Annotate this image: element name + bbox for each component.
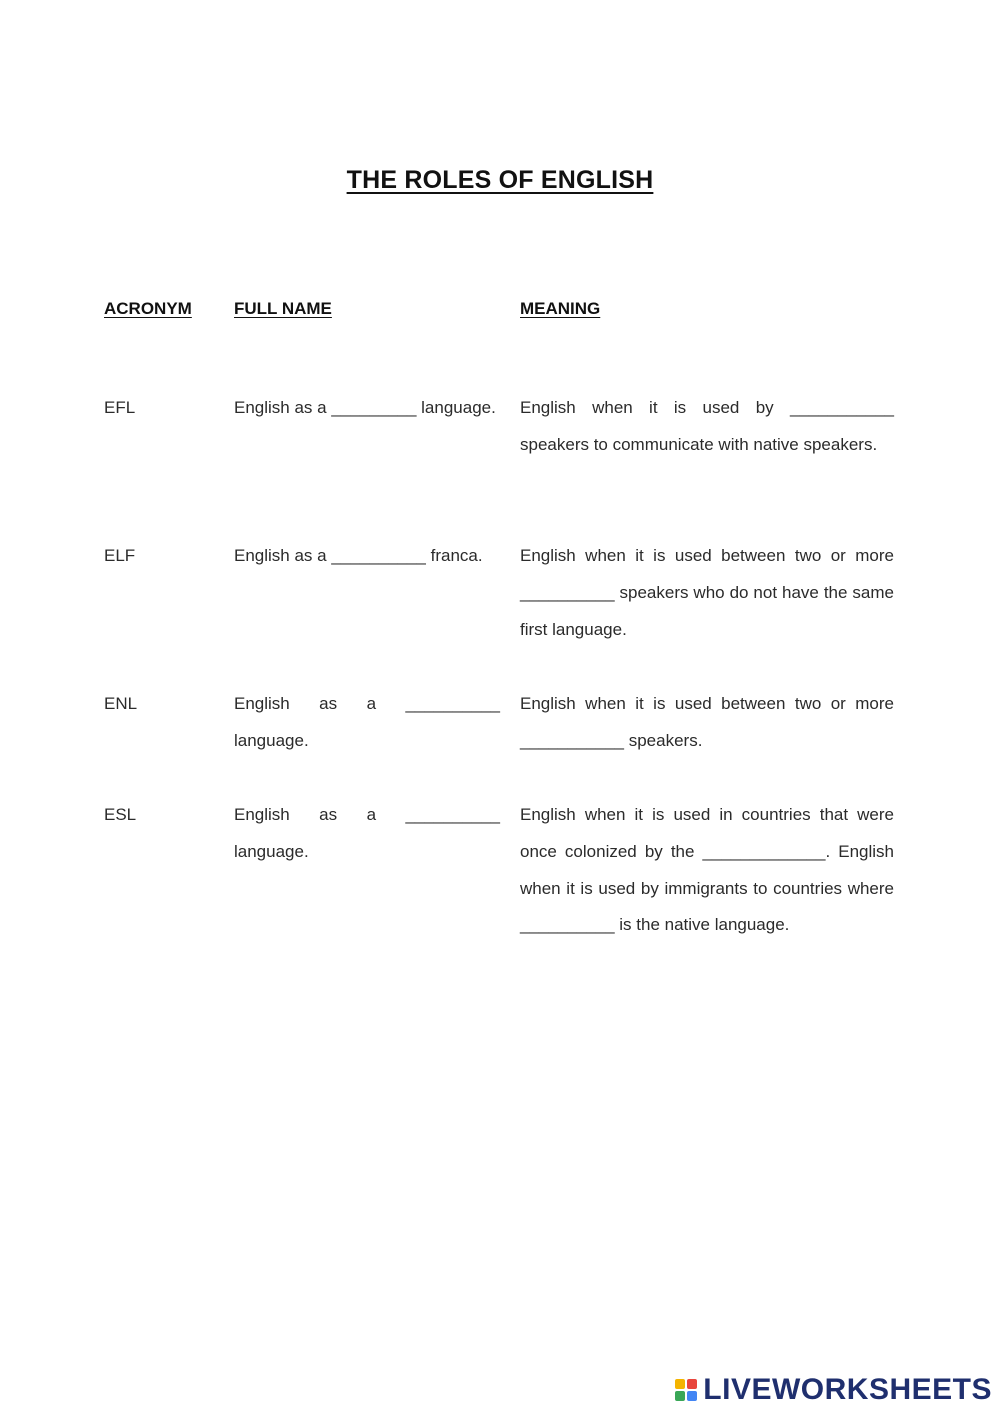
row-meaning[interactable]: English when it is used by ___________ speakers to communicate with native speakers. [520,398,894,454]
row-meaning[interactable]: English when it is used between two or more ___________ speakers. [520,694,894,750]
row-full-name[interactable]: English as a __________ language. [234,694,500,750]
row-meaning[interactable]: English when it is used between two or more __________ speakers who do not have the same first language. [520,546,894,639]
row-full-name[interactable]: English as a __________ language. [234,805,500,861]
logo-square [687,1391,697,1401]
header-meaning: MEANING [520,299,601,318]
logo-square [687,1379,697,1389]
liveworksheets-logo-icon [675,1379,697,1401]
liveworksheets-logo [675,1373,992,1407]
row-meaning[interactable]: English when it is used in countries that were once colonized by the _____________. English when it is used by immigrants to countries where __________ is the native language. [520,805,894,935]
row-full-name[interactable]: English as a __________ franca. [234,546,483,565]
row-full-name[interactable]: English as a _________ language. [234,398,496,417]
logo-square [675,1391,685,1401]
header-acronym: ACRONYM [104,299,192,318]
row-acronym: EFL [104,398,136,417]
row-acronym: ENL [104,694,138,713]
row-acronym: ELF [104,546,136,565]
header-full-name: FULL NAME [234,299,332,318]
logo-square [675,1379,685,1389]
row-acronym: ESL [104,805,137,824]
logo-text: LIVEWORKSHEETS [703,1373,992,1406]
worksheet-title: THE ROLES OF ENGLISH [346,166,654,194]
